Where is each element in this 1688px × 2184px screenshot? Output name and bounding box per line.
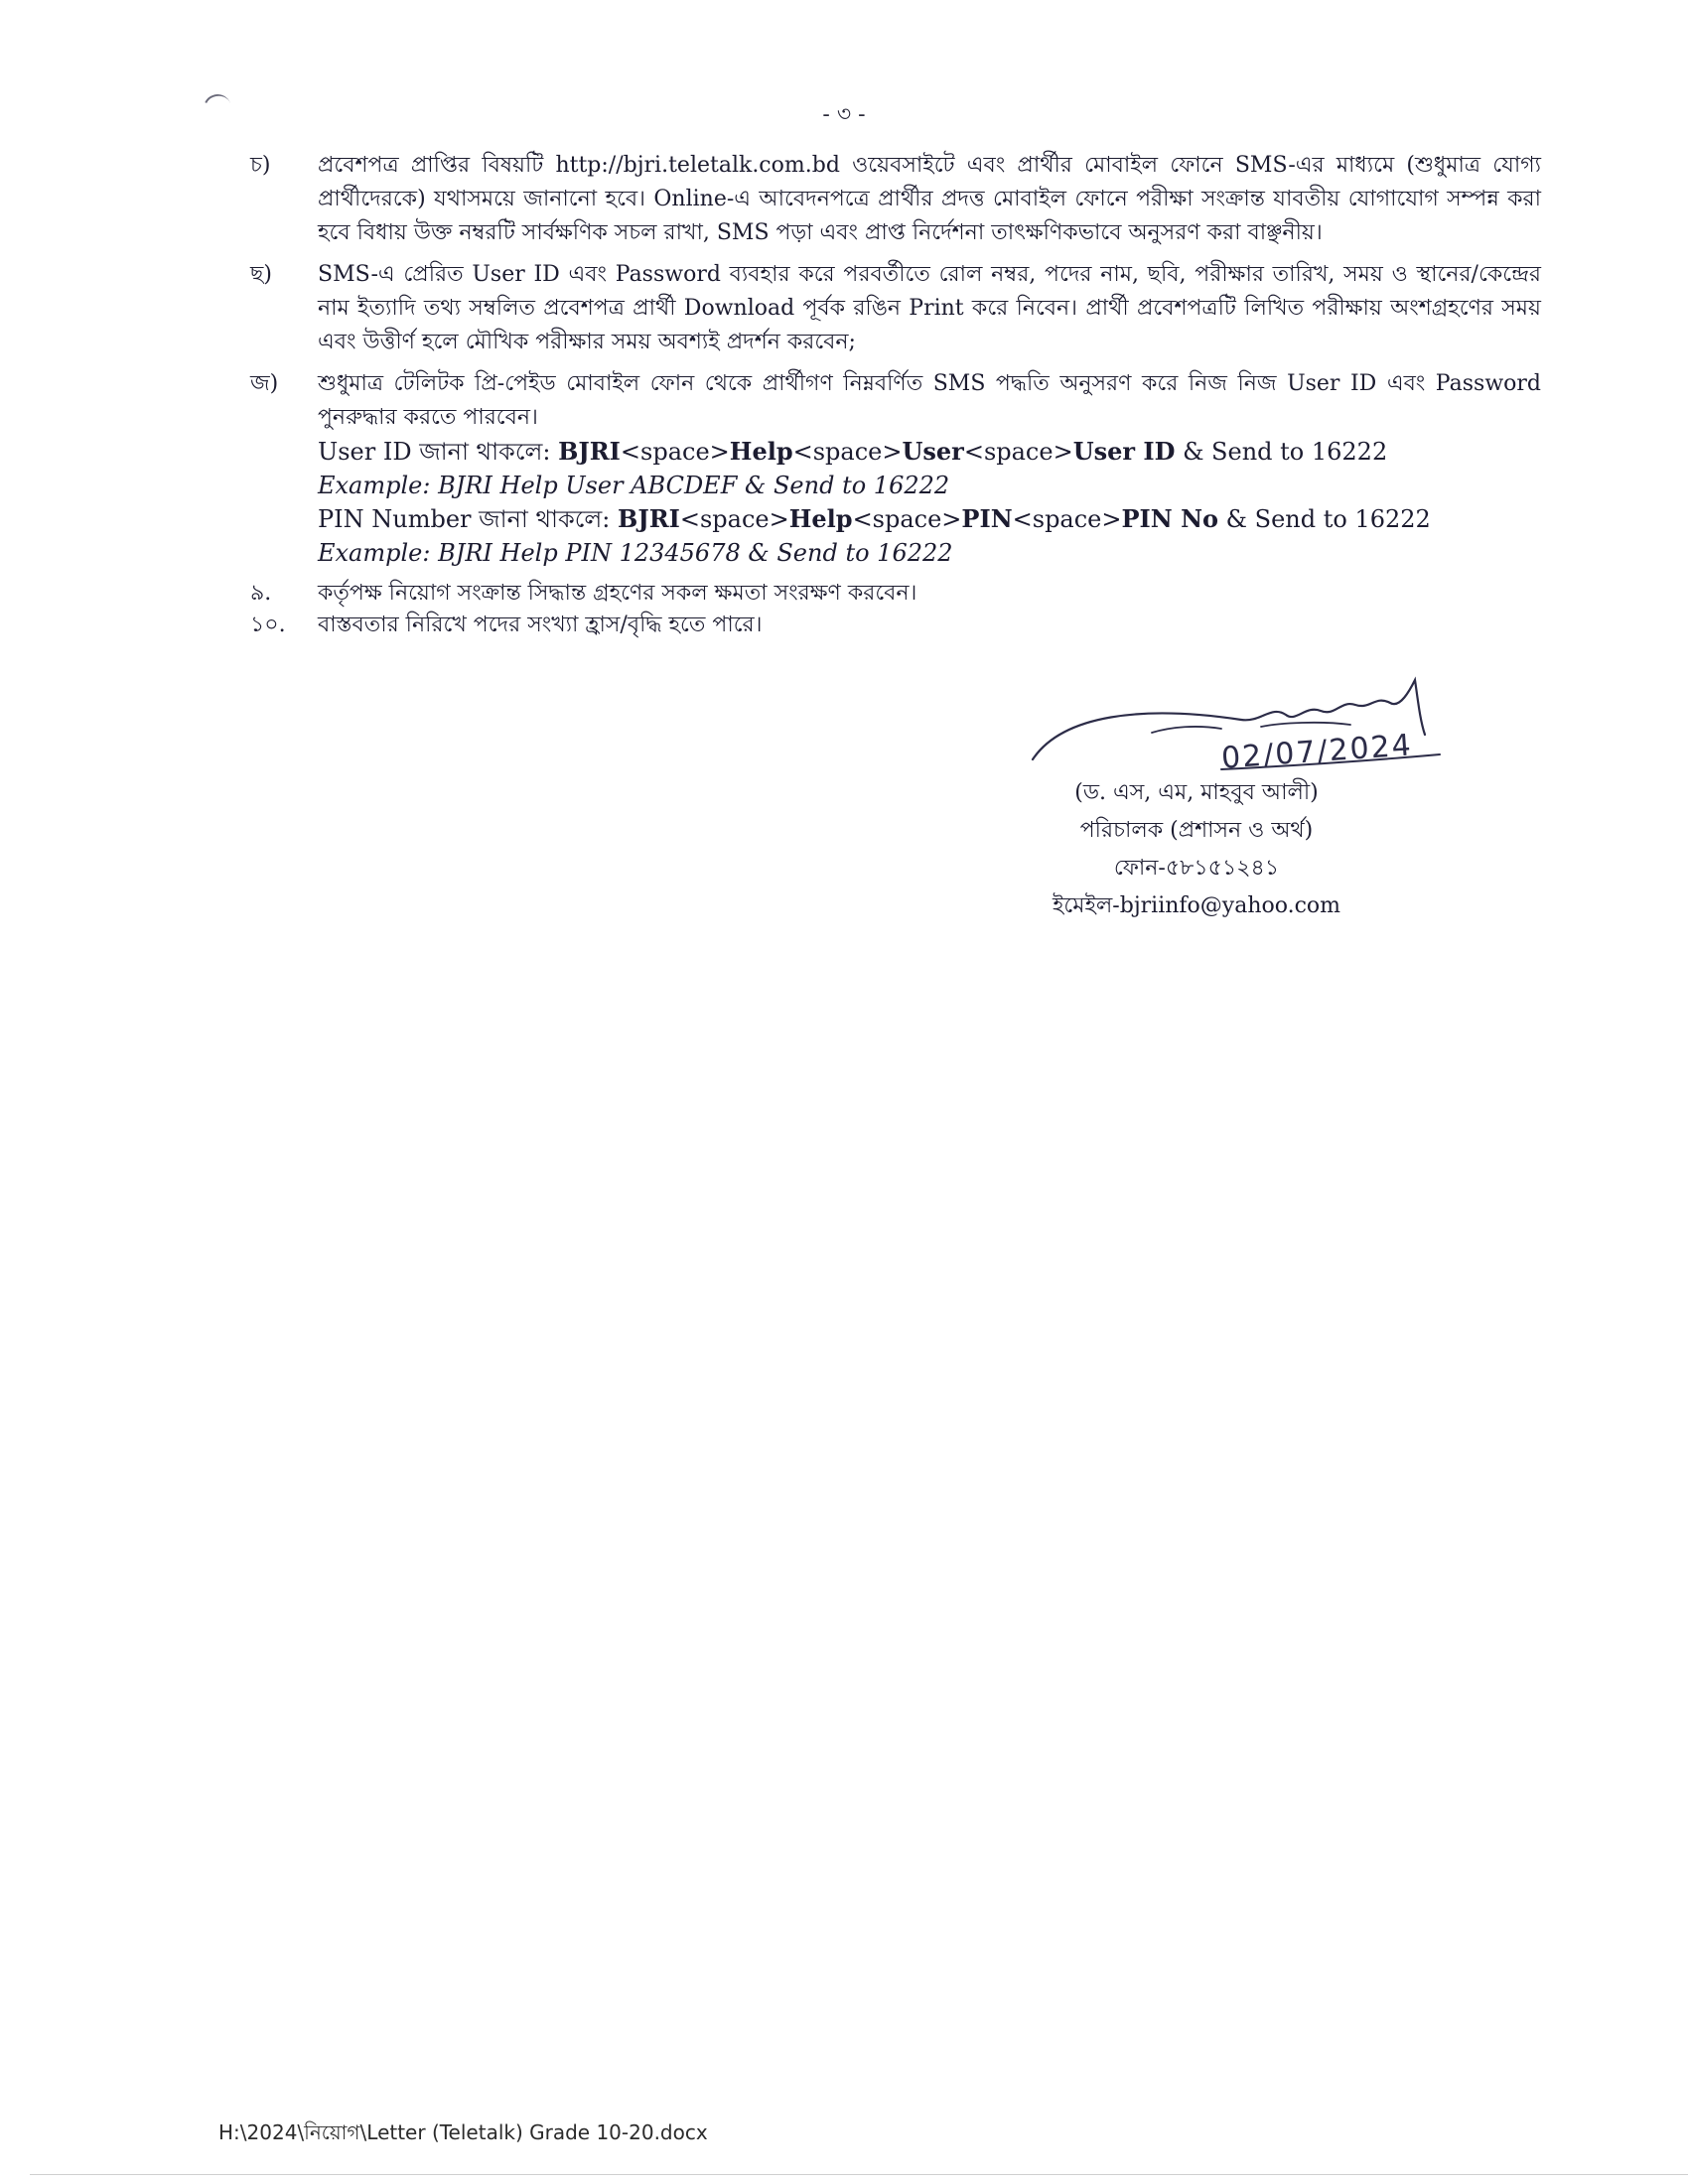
item-text: বাস্তবতার নিরিখে পদের সংখ্যা হ্রাস/বৃদ্ধি হতে পারে। bbox=[318, 613, 763, 637]
sms-space: <space> bbox=[679, 505, 789, 533]
clause-marker: চ) bbox=[250, 153, 271, 178]
signature-date: 02/07/2024 bbox=[1220, 728, 1414, 776]
sms-pin-prefix: PIN Number জানা থাকলে: bbox=[318, 505, 611, 533]
clause-list bbox=[250, 149, 1541, 641]
sms-space: <space> bbox=[620, 438, 730, 466]
sms-keyword-pin: PIN bbox=[961, 504, 1013, 533]
signatory-details bbox=[1023, 774, 1370, 925]
sms-keyword-help: Help bbox=[729, 437, 793, 466]
sms-space: <space> bbox=[792, 438, 903, 466]
scan-edge bbox=[30, 2174, 1688, 2175]
clause-ja bbox=[250, 367, 1541, 570]
clause-text: প্রবেশপত্র প্রাপ্তির বিষয়টি http://bjri.teletalk.com.bd ওয়েবসাইটে এবং প্রার্থীর মোবাইল ফোনে SMS-এর মাধ্যমে (শুধুমাত্র যোগ্য প্রার্থীদেরকে) যথাসময়ে জানানো হবে। Online-এ আবেদনপত্রে প্রার্থীর প্রদত্ত মোবাইল ফোনে পরীক্ষা সংক্রান্ত যাবতীয় যোগাযোগ সম্পন্ন করা হবে বিধায় উক্ত নম্বরটি সার্বক্ষণিক সচল রাখা, SMS পড়া এবং প্রাপ্ত নির্দেশনা তাৎক্ষণিকভাবে অনুসরণ করা বাঞ্ছনীয়। bbox=[318, 153, 1541, 245]
sms-pin-example: Example: BJRI Help PIN 12345678 & Send to 16222 bbox=[318, 539, 953, 567]
signatory-email: ইমেইল-bjriinfo@yahoo.com bbox=[1052, 893, 1341, 918]
clause-marker: ছ) bbox=[250, 262, 272, 287]
sms-user-prefix: User ID জানা থাকলে: bbox=[318, 438, 551, 466]
sms-send-to: & Send to 16222 bbox=[1175, 438, 1388, 466]
item-marker: ১০. bbox=[250, 613, 286, 637]
clause-cha bbox=[250, 149, 1541, 250]
sms-space: <space> bbox=[963, 438, 1073, 466]
sms-keyword-bjri: BJRI bbox=[618, 504, 680, 533]
sms-keyword-bjri: BJRI bbox=[558, 437, 621, 466]
footer-file-path: H:\2024\নিয়োগ\Letter (Teletalk) Grade 10-20.docx bbox=[218, 2120, 708, 2144]
signatory-phone: ফোন-৫৮১৫১২৪১ bbox=[1113, 856, 1280, 881]
sms-keyword-help: Help bbox=[788, 504, 853, 533]
clause-text: SMS-এ প্রেরিত User ID এবং Password ব্যবহার করে পরবর্তীতে রোল নম্বর, পদের নাম, ছবি, পরীক্ষার তারিখ, সময় ও স্থানের/কেন্দ্রের নাম ইত্যাদি তথ্য সম্বলিত প্রবেশপত্র প্রার্থী Download পূর্বক রঙিন Print করে নিবেন। প্রার্থী প্রবেশপত্রটি লিখিত পরীক্ষায় অংশগ্রহণের সময় এবং উত্তীর্ণ হলে মৌখিক পরীক্ষার সময় অবশ্যই প্রদর্শন করবেন; bbox=[318, 262, 1541, 354]
signatory-designation: পরিচালক (প্রশাসন ও অর্থ) bbox=[1079, 818, 1314, 843]
sms-user-example: Example: BJRI Help User ABCDEF & Send to 16222 bbox=[318, 472, 950, 499]
sms-space: <space> bbox=[1012, 505, 1122, 533]
sms-send-to: & Send to 16222 bbox=[1218, 505, 1431, 533]
numbered-item-9 bbox=[250, 578, 1541, 610]
sms-keyword-user-id: User ID bbox=[1072, 437, 1176, 466]
sms-keyword-user: User bbox=[902, 437, 964, 466]
clause-text: শুধুমাত্র টেলিটক প্রি-পেইড মোবাইল ফোন থেকে প্রার্থীগণ নিম্নবর্ণিত SMS পদ্ধতি অনুসরণ করে নিজ নিজ User ID এবং Password পুনরুদ্ধার করতে পারবেন। bbox=[318, 371, 1541, 430]
item-marker: ৯. bbox=[250, 581, 272, 606]
sms-pin-instruction bbox=[318, 502, 1541, 536]
sms-space: <space> bbox=[852, 505, 962, 533]
signature-block bbox=[1023, 675, 1479, 933]
sms-keyword-pin-no: PIN No bbox=[1121, 504, 1219, 533]
clause-chha bbox=[250, 258, 1541, 359]
page-number: - ৩ - bbox=[822, 102, 866, 127]
numbered-item-10 bbox=[250, 610, 1541, 641]
signatory-name: (ড. এস, এম, মাহবুব আলী) bbox=[1074, 780, 1319, 805]
item-text: কর্তৃপক্ষ নিয়োগ সংক্রান্ত সিদ্ধান্ত গ্রহণের সকল ক্ষমতা সংরক্ষণ করবেন। bbox=[318, 581, 917, 606]
clause-marker: জ) bbox=[250, 371, 279, 396]
sms-user-id-instruction bbox=[318, 435, 1541, 469]
